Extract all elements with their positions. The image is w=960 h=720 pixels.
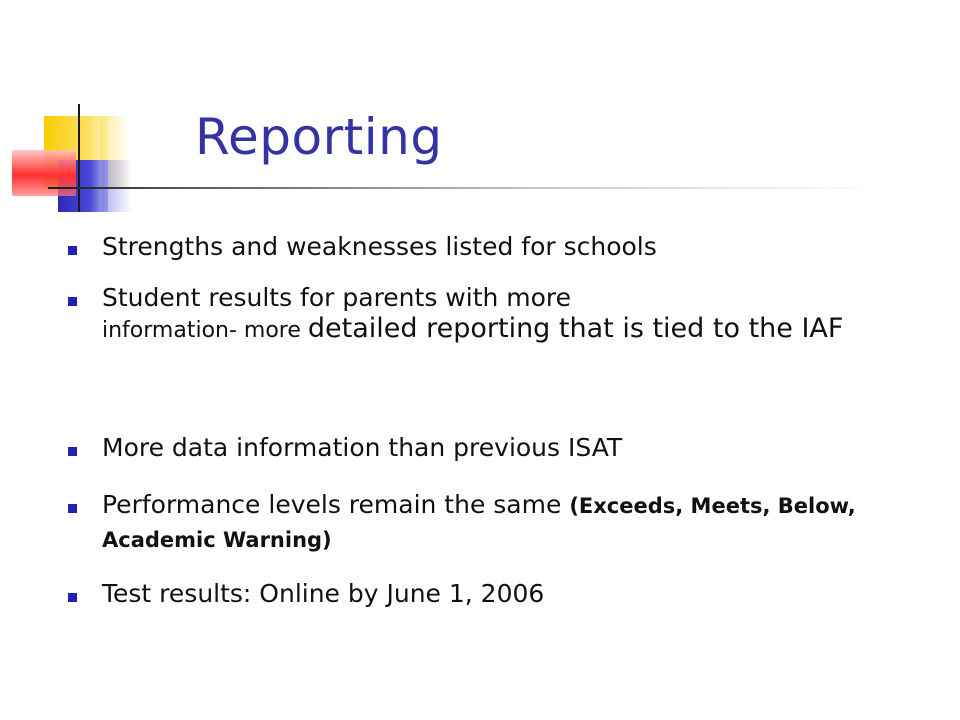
decorative-vertical-line — [78, 104, 80, 212]
decorative-red-square — [12, 150, 76, 196]
bullet-text-line-1: Student results for parents with more — [102, 283, 572, 312]
bullet-text-bold: (Exceeds, Meets, Below, Academic Warning) — [102, 494, 856, 552]
bullet-item-2 — [102, 283, 882, 345]
bullet-marker-icon — [68, 593, 77, 602]
bullet-marker-icon — [68, 447, 77, 456]
bullet-text-large: detailed reporting that is tied to the IAF — [307, 313, 844, 344]
bullet-text-small: information- more — [102, 318, 308, 343]
bullet-marker-icon — [68, 246, 77, 255]
bullet-marker-icon — [68, 504, 77, 513]
bullet-item-3 — [102, 433, 882, 463]
bullet-item-4 — [102, 490, 882, 557]
bullet-text: Strengths and weaknesses listed for schools — [102, 232, 657, 261]
decorative-blue-fade — [102, 160, 132, 212]
bullet-item-1 — [102, 232, 882, 262]
bullet-text-continued — [102, 313, 872, 345]
title-underline — [48, 187, 878, 189]
bullet-text: Test results: Online by June 1, 2006 — [102, 579, 545, 608]
bullet-marker-icon — [68, 297, 77, 306]
bullet-text: More data information than previous ISAT — [102, 433, 623, 462]
bullet-item-5 — [102, 579, 882, 609]
bullet-text: Performance levels remain the same — [102, 490, 570, 519]
slide-title: Reporting — [195, 108, 443, 166]
